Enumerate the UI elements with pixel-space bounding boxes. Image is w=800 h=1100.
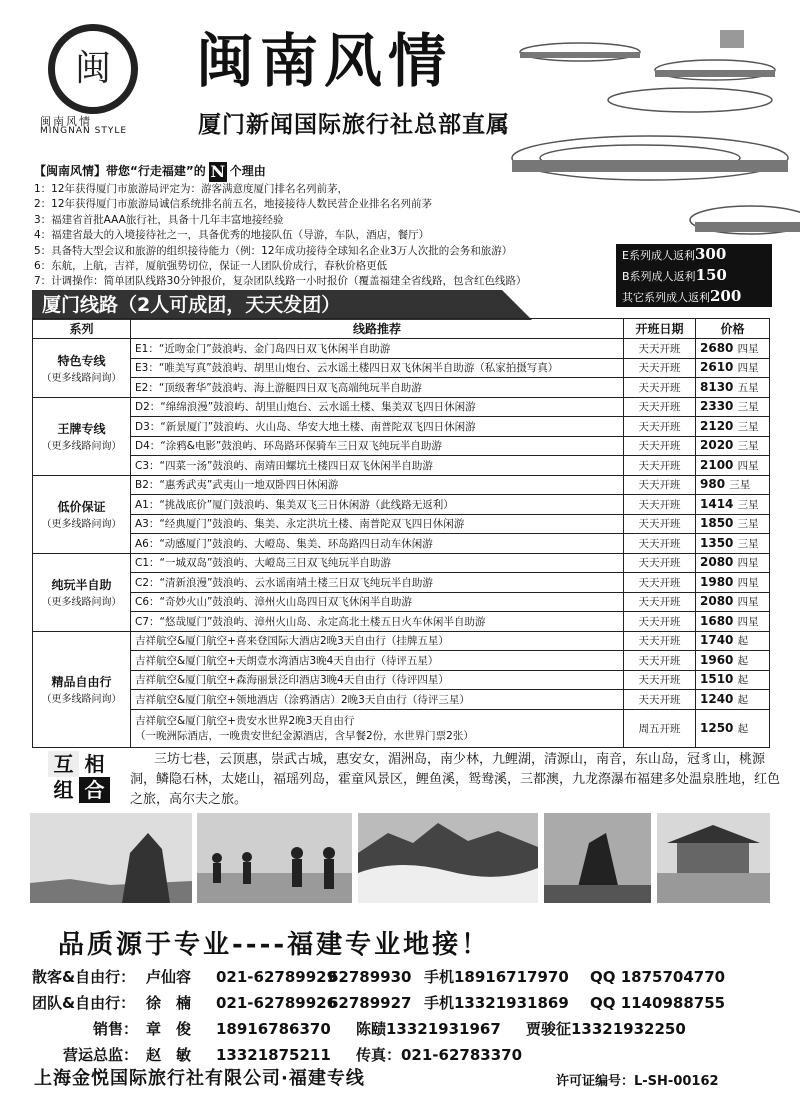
routes-body (33, 339, 770, 748)
route-text: C1：“一城双岛”鼓浪屿、大嶝岛三日双飞纯玩半自助游 (135, 557, 391, 570)
series-cell (33, 339, 131, 398)
route-cell (131, 456, 624, 476)
price-value: 2100 (700, 457, 734, 472)
price-cell (696, 378, 770, 398)
series-cell (33, 553, 131, 631)
rebate-value: 200 (710, 287, 742, 305)
company-name: 上海金悦国际旅行社有限公司·福建专线 (34, 1068, 365, 1089)
reason-item: 7：计调操作：简单团队线路30分钟报价，复杂团队线路一小时报价（覆盖福建全省线路，包含红色线路） (34, 275, 527, 288)
price-unit: 三星 (729, 479, 751, 492)
reason-item: 3：福建省首批AAA旅行社，具备十几年丰富地接经验 (34, 213, 284, 226)
series-title: 精品自由行 (51, 675, 112, 689)
date-cell: 天天开班 (624, 612, 696, 632)
price-value: 2120 (700, 418, 734, 433)
date-cell: 天天开班 (624, 495, 696, 515)
table-row (33, 573, 770, 593)
price-value: 980 (700, 477, 726, 492)
route-cell (131, 612, 624, 632)
rebate-row (616, 286, 772, 307)
price-unit: 四星 (737, 459, 759, 472)
route-cell (131, 631, 624, 651)
route-cell (131, 670, 624, 690)
route-text: E3：“唯美写真”鼓浪屿、胡里山炮台、云水谣土楼四日双飞休闲半自助游（私家拍摄写真） (135, 362, 559, 375)
route-text: A3：“经典厦门”鼓浪屿、集美、永定洪坑土楼、南普陀双飞四日休闲游 (135, 518, 465, 531)
price-cell (696, 495, 770, 515)
route-text: 吉祥航空&厦门航空+天朗壹水湾酒店3晚4天自由行（待评五星） (135, 654, 439, 667)
table-row (33, 553, 770, 573)
date-cell: 天天开班 (624, 397, 696, 417)
contact-mobile: 手机18916717970 (424, 968, 569, 986)
route-cell (131, 475, 624, 495)
price-value: 1414 (700, 496, 734, 511)
price-cell (696, 456, 770, 476)
combo-char: 相 (79, 751, 110, 777)
route-text: B2：“惠秀武夷”武夷山一地双卧四日休闲游 (135, 479, 339, 492)
date-cell: 天天开班 (624, 514, 696, 534)
date-cell: 天天开班 (624, 690, 696, 710)
contact-name: 赵 敏 (146, 1046, 192, 1064)
series-subtitle: （更多线路问询） (41, 597, 122, 608)
price-cell (696, 534, 770, 554)
route-cell (131, 397, 624, 417)
contact-label: 销售： (92, 1020, 138, 1038)
route-cell (131, 690, 624, 710)
table-row (33, 651, 770, 671)
table-row (33, 417, 770, 437)
col-header-price: 价格 (696, 319, 770, 339)
photo-pavilion (657, 813, 770, 903)
page-subtitle: 厦门新闻国际旅行社总部直属 (198, 112, 510, 138)
logo-glyph: 闽 (74, 48, 111, 89)
price-cell (696, 339, 770, 359)
contact-name: 卢仙容 (146, 968, 192, 986)
combo-char: 组 (48, 777, 79, 803)
price-value: 8130 (700, 379, 734, 394)
price-value: 1960 (700, 652, 734, 667)
reason-item: 1：12年获得厦门市旅游局评定为：游客满意度厦门排名名列前茅， (34, 183, 349, 195)
brand-logo (48, 24, 138, 114)
combo-destinations: 三坊七巷，云顶惠，崇武古城，惠安女，湄洲岛，南少林，九鲤湖，清源山，南音，东山岛，冠豸山，桃源洞，鳞隐石林，太姥山，福瑶列岛，霍童风景区，鲤鱼溪，鸳鸯溪，三都澳，九龙漈瀑布福建多处温泉胜地，红色之旅，高尔夫之旅。 (130, 752, 781, 807)
contact-phone: 62789927 (328, 994, 412, 1012)
n-badge: N (210, 161, 226, 181)
date-cell: 天天开班 (624, 378, 696, 398)
price-unit: 四星 (737, 615, 759, 628)
contact-qq: QQ 1875704770 (590, 968, 726, 986)
price-cell (696, 592, 770, 612)
contact-label: 散客&自由行： (32, 968, 136, 986)
price-value: 2330 (700, 399, 734, 414)
price-unit: 起 (737, 693, 749, 706)
price-cell (696, 631, 770, 651)
slogan: 品质源于专业----福建专业地接！ (58, 930, 491, 960)
rebate-value: 300 (694, 245, 727, 263)
price-value: 2680 (700, 340, 734, 355)
price-value: 1850 (700, 516, 734, 531)
route-text: A1：“挑战底价”厦门鼓浪屿、集美双飞三日休闲游（此线路无返利） (135, 498, 454, 511)
price-value: 1240 (700, 691, 734, 706)
route-text: C3：“四菜一汤”鼓浪屿、南靖田螺坑土楼四日双飞休闲半自助游 (135, 459, 433, 472)
price-value: 1740 (700, 633, 734, 648)
series-title: 王牌专线 (57, 422, 106, 436)
contact-name: 章 俊 (146, 1020, 192, 1038)
price-unit: 起 (737, 722, 749, 735)
route-cell (131, 436, 624, 456)
price-cell (696, 690, 770, 710)
route-text: C6：“奇妙火山”鼓浪屿、漳州火山岛四日双飞休闲半自助游 (135, 596, 412, 609)
contact-label: 团队&自由行： (32, 994, 136, 1012)
series-subtitle: （更多线路问询） (41, 519, 122, 530)
price-unit: 四星 (737, 362, 759, 375)
contact-phone: 021-62789926 (216, 994, 338, 1012)
contact-phone: 62789930 (328, 968, 412, 986)
price-value: 2610 (700, 360, 734, 375)
route-cell (131, 417, 624, 437)
table-row (33, 631, 770, 651)
contact-phone: 18916786370 (216, 1020, 331, 1038)
price-cell (696, 651, 770, 671)
price-cell (696, 417, 770, 437)
price-unit: 起 (737, 654, 749, 667)
route-text-detail: （一晚洲际酒店，一晚贵安世纪金源酒店，含早餐2份，水世界门票2张） (135, 730, 474, 742)
route-cell (131, 514, 624, 534)
table-row (33, 475, 770, 495)
series-title: 特色专线 (57, 353, 106, 368)
price-value: 1680 (700, 613, 734, 628)
contact-row (32, 1016, 792, 1042)
route-cell (131, 651, 624, 671)
date-cell: 天天开班 (624, 475, 696, 495)
reason-item: 6：东航，上航，吉祥，厦航强势切位，保证一人团队价成行，春秋价格更低 (34, 260, 388, 273)
price-cell (696, 670, 770, 690)
price-unit: 三星 (737, 440, 759, 453)
date-cell: 天天开班 (624, 339, 696, 359)
series-title: 低价保证 (57, 500, 106, 514)
price-unit: 五星 (737, 381, 759, 394)
series-title: 纯玩半自助 (51, 578, 112, 592)
rebate-value: 150 (695, 266, 727, 284)
route-text: A6：“动感厦门”鼓浪屿、大嶝岛、集美、环岛路四日动车休闲游 (135, 537, 433, 550)
reason-item: 4：福建省最大的入境接待社之一，具备优秀的地接队伍（导游，车队，酒店，餐厅） (34, 229, 430, 242)
route-text: 吉祥航空&厦门航空+贵安水世界2晚3天自由行 (135, 715, 355, 727)
contact-phone: 021-62789929 (216, 968, 338, 986)
logo-en-text: MINGNAN STYLE (40, 126, 128, 136)
route-text: D3：“新景厦门”鼓浪屿、火山岛、华安大地土楼、南普陀双飞四日休闲游 (135, 420, 476, 433)
date-cell: 天天开班 (624, 358, 696, 378)
col-header-date: 开班日期 (624, 319, 696, 339)
price-unit: 四星 (737, 342, 759, 355)
route-cell (131, 592, 624, 612)
rebate-label: E系列成人返利 (622, 249, 695, 262)
series-cell (33, 397, 131, 475)
route-text: C7：“悠哉厦门”鼓浪屿、漳州火山岛、永定高北土楼五日火车休闲半自助游 (135, 615, 486, 628)
route-cell (131, 553, 624, 573)
reasons-heading (34, 160, 594, 182)
table-row (33, 592, 770, 612)
route-text: E2：“顶级奢华”鼓浪屿、海上游艇四日双飞高端纯玩半自助游 (135, 381, 422, 394)
rebate-row (616, 244, 772, 265)
price-unit: 起 (737, 674, 749, 687)
route-text: E1：“近吻金门”鼓浪屿、金门岛四日双飞休闲半自助游 (135, 342, 391, 355)
contact-qq: QQ 1140988755 (590, 994, 726, 1012)
table-row (33, 495, 770, 515)
reason-item: 5：具备特大型会议和旅游的组织接待能力（例：12年成功接待全球知名企业3万人次批的会务和旅游） (34, 244, 513, 257)
price-unit: 三星 (737, 498, 759, 511)
license-number: 许可证编号：L-SH-00162 (556, 1074, 719, 1089)
series-cell (33, 631, 131, 747)
price-value: 1250 (700, 720, 734, 735)
combo-badge (48, 751, 110, 803)
route-cell (131, 358, 624, 378)
table-header-row (33, 319, 770, 339)
table-row (33, 534, 770, 554)
reasons-head-post: 个理由 (229, 164, 266, 178)
contact-phone: 13321875211 (216, 1046, 331, 1064)
date-cell: 天天开班 (624, 670, 696, 690)
route-text: D2：“绵绵浪漫”鼓浪屿、胡里山炮台、云水谣土楼、集美双飞四日休闲游 (135, 401, 476, 414)
price-unit: 四星 (737, 596, 759, 609)
route-text: D4：“涂鸦&电影”鼓浪屿、环岛路环保骑车三日双飞纯玩半自助游 (135, 440, 442, 453)
page-title: 闽南风情 (196, 27, 453, 95)
col-header-series: 系列 (33, 319, 131, 339)
rebate-box (616, 244, 772, 307)
table-row (33, 514, 770, 534)
table-row (33, 436, 770, 456)
date-cell: 天天开班 (624, 592, 696, 612)
rebate-label: B系列成人返利 (622, 270, 696, 283)
col-header-route: 线路推荐 (131, 319, 624, 339)
route-text: C2：“清新浪漫”鼓浪屿、云水谣南靖土楼三日双飞纯玩半自助游 (135, 576, 433, 589)
price-unit: 起 (737, 635, 749, 648)
table-row (33, 612, 770, 632)
price-cell (696, 397, 770, 417)
contact-fax: 传真：021-62783370 (356, 1046, 523, 1064)
route-cell (131, 573, 624, 593)
price-value: 2080 (700, 594, 734, 609)
date-cell: 天天开班 (624, 651, 696, 671)
price-unit: 三星 (737, 401, 759, 414)
date-cell: 天天开班 (624, 456, 696, 476)
photo-strip (30, 813, 770, 903)
route-cell (131, 534, 624, 554)
date-cell: 天天开班 (624, 436, 696, 456)
contact-phone: 陈赜13321931967 (356, 1020, 501, 1038)
table-row (33, 690, 770, 710)
route-cell (131, 339, 624, 359)
table-row (33, 670, 770, 690)
contact-row (32, 990, 792, 1016)
logo-cn-text: 闽南风情 (40, 115, 92, 128)
price-cell (696, 709, 770, 747)
photo-stone-peak (544, 813, 651, 903)
combo-char: 互 (48, 751, 79, 777)
price-value: 1980 (700, 574, 734, 589)
price-cell (696, 358, 770, 378)
price-value: 1510 (700, 672, 734, 687)
price-cell (696, 573, 770, 593)
reasons-section (34, 160, 594, 290)
route-text: 吉祥航空&厦门航空+森海丽景泛印酒店3晚4天自由行（待评四星） (135, 674, 449, 687)
price-unit: 四星 (737, 576, 759, 589)
date-cell: 天天开班 (624, 573, 696, 593)
price-value: 2080 (700, 555, 734, 570)
contacts-section (32, 964, 792, 1068)
table-row (33, 358, 770, 378)
contact-mobile: 手机13321931869 (424, 994, 569, 1012)
price-cell (696, 475, 770, 495)
date-cell: 天天开班 (624, 631, 696, 651)
price-cell (696, 436, 770, 456)
price-unit: 三星 (737, 420, 759, 433)
table-row (33, 709, 770, 747)
price-cell (696, 612, 770, 632)
date-cell: 天天开班 (624, 534, 696, 554)
combo-char: 合 (79, 777, 110, 803)
route-cell (131, 709, 624, 747)
price-unit: 四星 (737, 557, 759, 570)
routes-banner: 厦门线路（2人可成团，天天发团） (32, 290, 502, 320)
route-text: 吉祥航空&厦门航空+喜来登国际大酒店2晚3天自由行（挂牌五星） (135, 635, 449, 648)
price-cell (696, 514, 770, 534)
contact-name: 徐 楠 (146, 994, 192, 1012)
rebate-row (616, 265, 772, 286)
date-cell: 天天开班 (624, 417, 696, 437)
contact-row (32, 964, 792, 990)
date-cell: 周五开班 (624, 709, 696, 747)
price-value: 2020 (700, 438, 734, 453)
series-subtitle: （更多线路问询） (41, 441, 122, 452)
reasons-head-pre: 【闽南风情】带您“行走福建”的 (34, 164, 206, 178)
contact-phone: 贾骏征13321932250 (526, 1020, 686, 1038)
price-value: 1350 (700, 535, 734, 550)
series-subtitle: （更多线路问询） (41, 694, 122, 705)
reason-item: 2：12年获得厦门市旅游局诚信系统排名前五名，地接接待人数民营企业排名名列前茅 (34, 198, 433, 211)
table-row (33, 397, 770, 417)
photo-cloud-mountain (358, 813, 538, 903)
route-text: 吉祥航空&厦门航空+领地酒店（涂鸦酒店）2晚3天自由行（待评三星） (135, 693, 470, 706)
contact-label: 营运总监： (62, 1046, 138, 1064)
price-cell (696, 553, 770, 573)
series-subtitle: （更多线路问询） (41, 372, 122, 384)
table-row (33, 456, 770, 476)
table-row (33, 378, 770, 398)
photo-hui-an-women (197, 813, 352, 903)
route-cell (131, 378, 624, 398)
table-row (33, 339, 770, 359)
route-cell (131, 495, 624, 515)
photo-rock-pagoda (30, 813, 192, 903)
price-unit: 三星 (737, 537, 759, 550)
date-cell: 天天开班 (624, 553, 696, 573)
rebate-label: 其它系列成人返利 (622, 291, 710, 304)
price-unit: 三星 (737, 518, 759, 531)
routes-table (32, 318, 770, 748)
series-cell (33, 475, 131, 553)
